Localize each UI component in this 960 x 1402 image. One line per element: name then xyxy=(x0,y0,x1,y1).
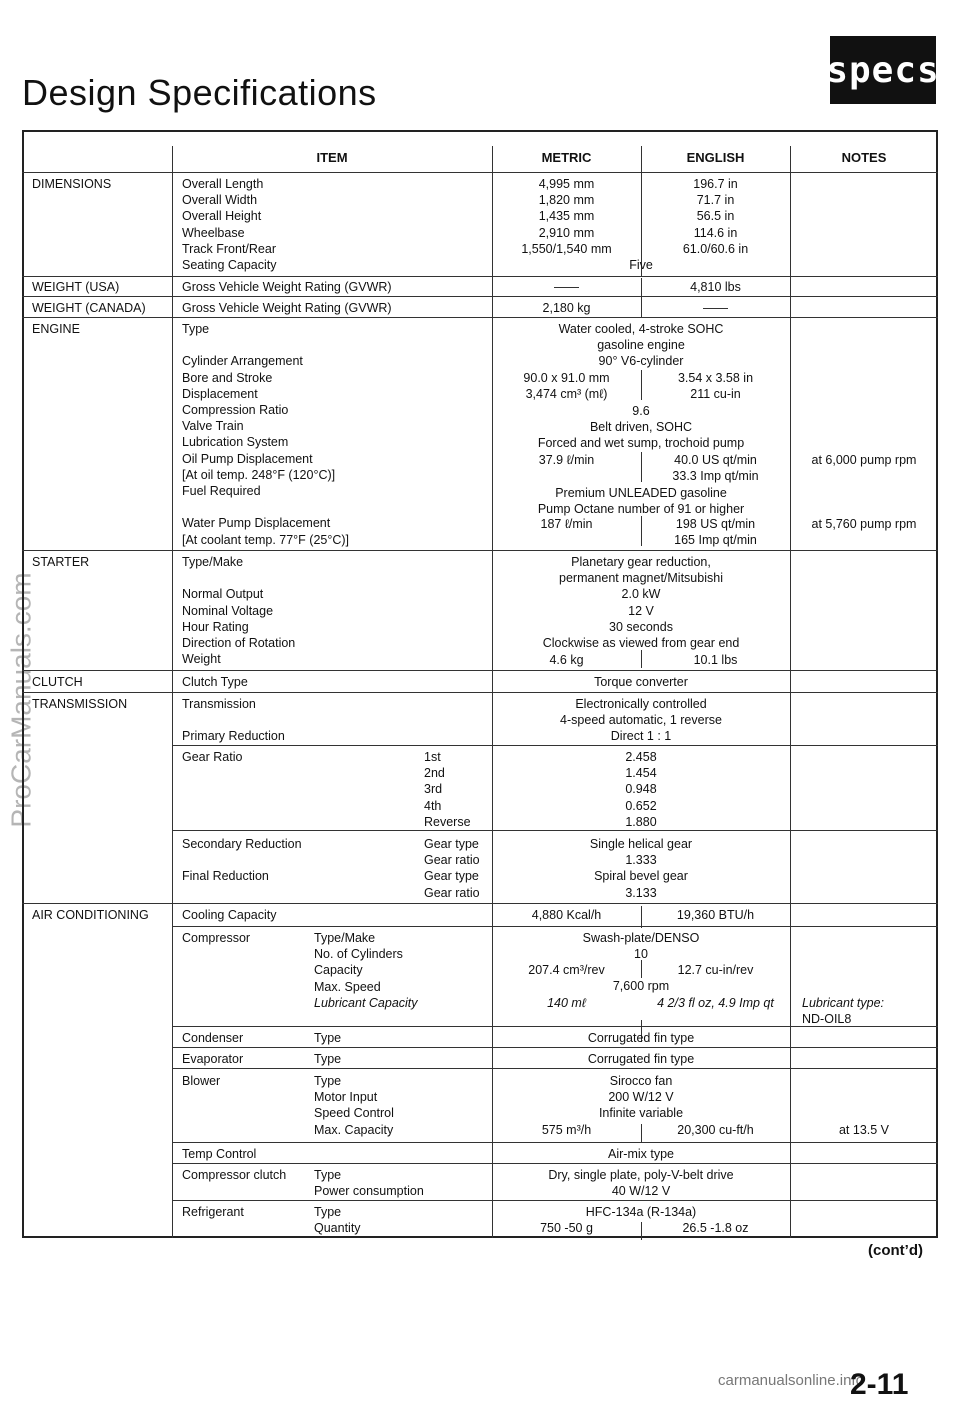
clutch-type-item: Clutch Type xyxy=(182,675,248,689)
continued-label: (cont’d) xyxy=(868,1242,923,1259)
condenser-sub-label: Type xyxy=(314,1031,342,1045)
lubricant-type-note-value: ND-OIL8 xyxy=(802,1012,852,1026)
weight-usa-metric: —— xyxy=(554,280,579,294)
row-divider xyxy=(22,692,938,693)
lubricant-capacity-metric: 140 mℓ xyxy=(547,996,586,1010)
blower-capacity-english: 20,300 cu-ft/h xyxy=(677,1123,754,1137)
cooling-capacity-metric: 4,880 Kcal/h xyxy=(531,908,602,922)
section-engine: ENGINE xyxy=(32,322,80,336)
cooling-capacity-english: 19,360 BTU/h xyxy=(676,908,755,922)
row-divider xyxy=(172,1163,938,1164)
reduction-values: Single helical gear 1.333 Spiral bevel gear 3.133 xyxy=(589,837,693,900)
section-transmission: TRANSMISSION xyxy=(32,697,128,711)
section-starter: STARTER xyxy=(32,555,90,569)
gear-list: 1st 2nd 3rd 4th Reverse xyxy=(424,750,471,829)
compressor-capacity-english: 12.7 cu-in/rev xyxy=(677,963,754,977)
refrigerant-type-value: HFC-134a (R-134a) xyxy=(585,1205,697,1219)
gear-ratio-label: Gear Ratio xyxy=(182,750,243,764)
evaporator-value: Corrugated fin type xyxy=(587,1052,695,1066)
row-divider xyxy=(172,1142,938,1143)
condenser-value: Corrugated fin type xyxy=(587,1031,695,1045)
blower-values: Sirocco fan 200 W/12 V Infinite variable xyxy=(598,1074,684,1121)
engine-type-values: Water cooled, 4-stroke SOHC gasoline engine 90° V6-cylinder xyxy=(558,322,724,369)
temp-control-label: Temp Control xyxy=(182,1147,257,1161)
header-item: ITEM xyxy=(316,150,348,165)
row-divider xyxy=(22,903,938,904)
blower-capacity-note: at 13.5 V xyxy=(838,1123,890,1137)
row-divider xyxy=(22,296,938,297)
footer-url: carmanualsonline.info xyxy=(718,1372,864,1389)
compressor-clutch-label: Compressor clutch xyxy=(182,1168,287,1182)
row-divider xyxy=(22,670,938,671)
temp-control-value: Air-mix type xyxy=(608,1147,674,1161)
blower-label: Blower xyxy=(182,1074,221,1088)
compressor-label: Compressor xyxy=(182,931,251,945)
section-weight-usa: WEIGHT (USA) xyxy=(32,280,120,294)
refrigerant-sub-labels: Type Quantity xyxy=(314,1205,361,1236)
refrigerant-quantity-metric: 750 -50 g xyxy=(540,1221,593,1235)
dimensions-items: Overall Length Overall Width Overall Height Wheelbase Track Front/Rear Seating Capacity xyxy=(182,177,277,273)
specs-badge: specs xyxy=(830,36,936,104)
watermark-text: ProCarManuals.com xyxy=(6,572,38,828)
compressor-clutch-values: Dry, single plate, poly-V-belt drive 40 W/12 V xyxy=(548,1168,734,1199)
seating-capacity-value: Five xyxy=(629,258,653,272)
reduction-sub-labels: Gear type Gear ratio Gear type Gear ratio xyxy=(424,837,480,900)
weight-canada-item: Gross Vehicle Weight Rating (GVWR) xyxy=(182,301,392,315)
row-divider xyxy=(172,745,938,746)
weight-canada-english: —— xyxy=(703,301,728,315)
page-number: 2-11 xyxy=(850,1368,909,1401)
compressor-sub-labels: Type/Make No. of Cylinders Capacity Max. Speed xyxy=(314,931,403,994)
water-pump-english: 198 US qt/min 165 Imp qt/min xyxy=(674,517,757,548)
evaporator-sub-label: Type xyxy=(314,1052,342,1066)
row-divider xyxy=(172,1068,938,1069)
row-divider xyxy=(172,926,938,927)
section-weight-canada: WEIGHT (CANADA) xyxy=(32,301,146,315)
row-divider xyxy=(172,1200,938,1201)
oil-pump-metric: 37.9 ℓ/min xyxy=(538,453,595,467)
lubricant-capacity-label: Lubricant Capacity xyxy=(314,996,418,1010)
weight-usa-item: Gross Vehicle Weight Rating (GVWR) xyxy=(182,280,392,294)
row-divider xyxy=(172,830,938,831)
compressor-capacity-metric: 207.4 cm³/rev xyxy=(528,963,605,977)
row-divider xyxy=(22,276,938,277)
engine-mid-values: 9.6 Belt driven, SOHC Forced and wet sump, trochoid pump xyxy=(537,404,745,451)
dimensions-metric: 4,995 mm 1,820 mm 1,435 mm 2,910 mm 1,550/1,540 mm xyxy=(521,177,612,256)
starter-weight-english: 10.1 lbs xyxy=(693,653,738,667)
section-air-conditioning: AIR CONDITIONING xyxy=(32,908,149,922)
lubricant-capacity-english: 4 2/3 fl oz, 4.9 Imp qt xyxy=(657,996,774,1010)
header-notes: NOTES xyxy=(841,150,887,165)
blower-sub-labels: Type Motor Input Speed Control Max. Capacity xyxy=(314,1074,394,1137)
compressor-clutch-sub-labels: Type Power consumption xyxy=(314,1168,424,1199)
compressor-type-values: Swash-plate/DENSO 10 xyxy=(582,931,700,962)
evaporator-label: Evaporator xyxy=(182,1052,244,1066)
cooling-capacity-item: Cooling Capacity xyxy=(182,908,277,922)
engine-items: Type Cylinder Arrangement Bore and Stroke Displacement Compression Ratio Valve Train Lubrication System Oil Pump Displacement [At oil temp. 248°F (120°C)] Fuel Required Water Pump Displacement [At coolant temp. 77°F (25°C)] xyxy=(182,322,350,547)
row-divider xyxy=(22,550,938,551)
section-clutch: CLUTCH xyxy=(32,675,83,689)
section-dimensions: DIMENSIONS xyxy=(32,177,112,191)
bore-displacement-metric: 90.0 x 91.0 mm 3,474 cm³ (mℓ) xyxy=(523,371,610,402)
blower-capacity-metric: 575 m³/h xyxy=(541,1123,592,1137)
clutch-type-value: Torque converter xyxy=(594,675,688,689)
page-title: Design Specifications xyxy=(22,72,377,113)
dimensions-english: 196.7 in 71.7 in 56.5 in 114.6 in 61.0/60.6 in xyxy=(682,177,749,256)
starter-items: Type/Make Normal Output Nominal Voltage Hour Rating Direction of Rotation Weight xyxy=(182,555,296,667)
transmission-items: Transmission Primary Reduction xyxy=(182,697,285,744)
oil-pump-english: 40.0 US qt/min 33.3 Imp qt/min xyxy=(672,453,759,484)
row-divider xyxy=(22,172,938,173)
bore-displacement-english: 3.54 x 3.58 in 211 cu-in xyxy=(677,371,754,402)
header-metric: METRIC xyxy=(541,150,592,165)
starter-weight-metric: 4.6 kg xyxy=(549,653,584,667)
condenser-label: Condenser xyxy=(182,1031,244,1045)
row-divider xyxy=(22,317,938,318)
water-pump-note: at 5,760 pump rpm xyxy=(811,517,917,531)
header-english: ENGLISH xyxy=(686,150,745,165)
reduction-labels: Secondary Reduction Final Reduction xyxy=(182,837,302,884)
compressor-max-speed: 7,600 rpm xyxy=(612,979,670,993)
weight-canada-metric: 2,180 kg xyxy=(542,301,591,315)
lubricant-type-note: Lubricant type: xyxy=(802,996,884,1010)
weight-usa-english: 4,810 lbs xyxy=(690,280,741,294)
starter-values: Planetary gear reduction, permanent magnet/Mitsubishi 2.0 kW 12 V 30 seconds Clockwise as viewed from gear end xyxy=(542,555,740,651)
oil-pump-note: at 6,000 pump rpm xyxy=(811,453,917,467)
fuel-required-value: Premium UNLEADED gasoline Pump Octane number of 91 or higher xyxy=(537,486,745,517)
refrigerant-quantity-english: 26.5 -1.8 oz xyxy=(682,1221,749,1235)
gear-ratios: 2.458 1.454 0.948 0.652 1.880 xyxy=(625,750,657,829)
transmission-values: Electronically controlled 4-speed automatic, 1 reverse Direct 1 : 1 xyxy=(560,697,722,744)
refrigerant-label: Refrigerant xyxy=(182,1205,244,1219)
water-pump-metric: 187 ℓ/min xyxy=(540,517,593,531)
row-divider xyxy=(172,1047,938,1048)
